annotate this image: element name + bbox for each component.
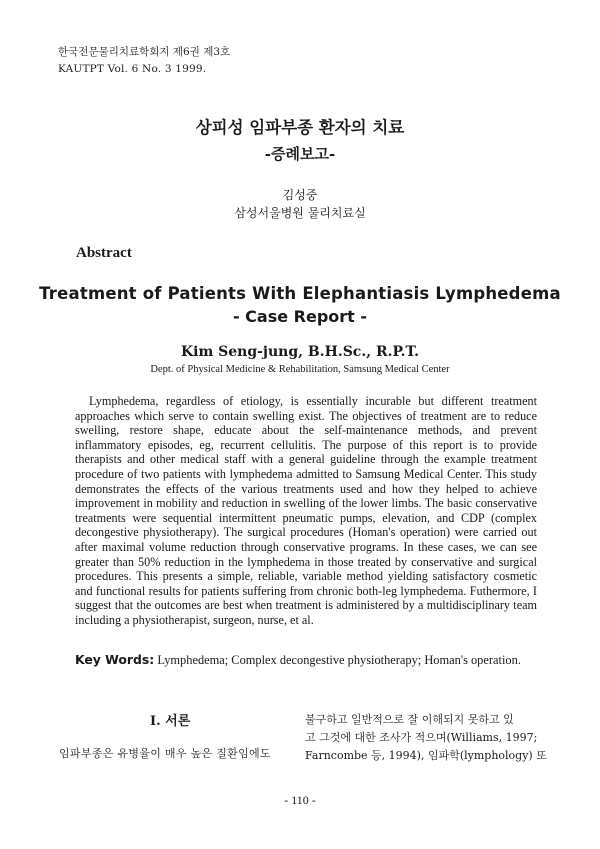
keywords-text: Lymphedema; Complex decongestive physiotherapy; Homan's operation.: [154, 653, 521, 667]
body-right-column: [305, 711, 545, 765]
journal-header: [58, 44, 230, 78]
body-right-line: 불구하고 일반적으로 잘 이해되지 못하고 있: [305, 713, 514, 726]
author-english: Kim Seng-jung, B.H.Sc., R.P.T.: [180, 344, 420, 360]
abstract-heading: Abstract: [76, 245, 132, 261]
author-korean: 김성중: [282, 188, 318, 202]
section-heading-introduction: I. 서론: [150, 714, 191, 729]
body-left-column-line: 임파부종은 유병율이 매우 높은 질환임에도: [59, 747, 271, 760]
abstract-text: Lymphedema, regardless of etiology, is essentially incurable but different treatment approaches which serve to contain swelling exist. The objectives of treatment are to reduce swelling, restore shape, educate about the self-maintenance methods, and prevent inflammatory episodes, eg, recurrent cellulitis. The purpose of this report is to provide therapists and other medical staff with a general guideline through the example treatment procedure of two patients with lymphedema admitted to Samsung Medical Center. This study demonstrates the effects of the various treatments used and how they helped to achieve improvement in mobility and reduction in swelling of the lower limbs. The basic conservative treatments were sequential intermittent pneumatic pumps, elevation, and CDP (complex decongestive physiotherapy). The surgical procedures (Homan's operation) were carried out after maximal volume reduction through conservative programs. In these cases, we can see greater than 50% reduction in the lymphedema in those treated by conservative and surgical procedures. This presents a simple, reliable, variable method yielding satisfactory cosmetic and functional results for patients suffering from chronic both-leg lymphedema. Futhermore, I suggest that the outcomes are best when treatment is administered by a multidisciplinary team including a physiotherapist, surgeon, nurse, et al.: [75, 394, 537, 627]
affiliation-korean: 삼성서울병원 물리치료실: [234, 206, 366, 220]
keywords-label: Key Words:: [75, 652, 155, 667]
body-right-line: Farncombe 등, 1994), 임파학(lymphology) 또: [305, 749, 547, 762]
title-english: Treatment of Patients With Elephantiasis Lymphedema: [39, 284, 561, 303]
subtitle-korean: -증례보고-: [264, 145, 336, 163]
journal-citation-english: KAUTPT Vol. 6 No. 3 1999.: [58, 63, 207, 75]
title-korean: 상피성 임파부종 환자의 치료: [195, 118, 405, 137]
abstract-body: [75, 394, 537, 628]
page-number: - 110 -: [284, 793, 316, 807]
keywords: [75, 652, 555, 668]
body-right-line: 고 그것에 대한 조사가 적으며(Williams, 1997;: [305, 731, 538, 744]
journal-name-korean: 한국전문물리치료학회지 제6권 제3호: [58, 46, 231, 58]
affiliation-english: Dept. of Physical Medicine & Rehabilitation, Samsung Medical Center: [150, 364, 450, 375]
subtitle-english: - Case Report -: [232, 307, 368, 326]
